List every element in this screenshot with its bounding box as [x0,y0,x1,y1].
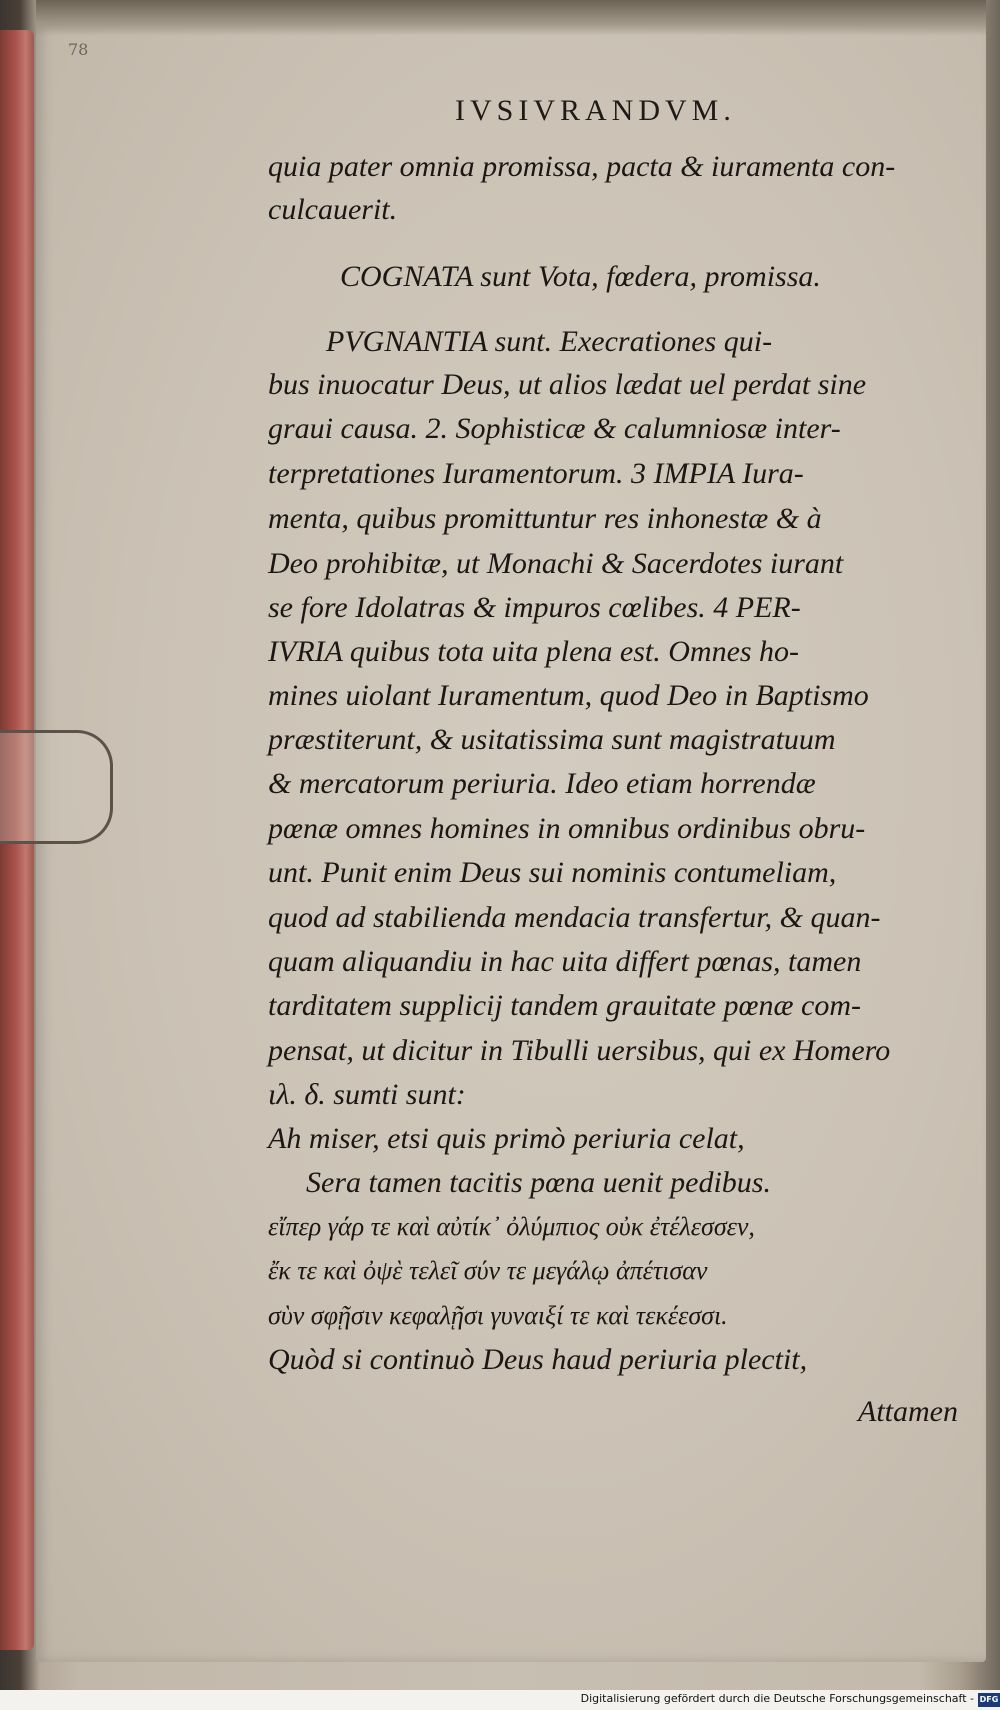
greek-line: σὺν σφῇσιν κεφαλῇσι γυναιξί τε καὶ τεκέεσσι. [268,1301,728,1330]
text-line: tarditatem supplicij tandem grauitate pœnæ com- [268,989,862,1022]
text-line: bus inuocatur Deus, ut alios lædat uel perdat sine [268,368,867,401]
footer-credit: Digitalisierung gefördert durch die Deutsche Forschungsgemeinschaft - [580,1692,974,1705]
text-line: pœnæ omnes homines in omnibus ordinibus obru- [268,812,866,845]
dfg-logo: DFG [978,1693,1000,1707]
verse-line: Ah miser, etsi quis primò periuria celat, [268,1122,745,1155]
text-line: menta, quibus promittuntur res inhonestæ & à [268,502,822,535]
text-line: quia pater omnia promissa, pacta & iuramenta con- [268,150,896,183]
text-line-pugnantia: PVGNANTIA sunt. Execrationes qui- [326,325,773,358]
page-number: 78 [68,40,89,59]
catchword: Attamen [858,1395,958,1428]
text-line: IVRIA quibus tota uita plena est. Omnes ho- [268,635,800,668]
running-header: IVSIVRANDVM. [455,94,736,127]
text-line: graui causa. 2. Sophisticæ & calumniosæ inter- [268,412,841,445]
text-line: Deo prohibitæ, ut Monachi & Sacerdotes iurant [268,547,844,580]
page-clip [0,730,113,844]
text-line: quam aliquandiu in hac uita differt pœnas, tamen [268,945,862,978]
text-line: præstiterunt, & usitatissima sunt magistratuum [268,723,836,756]
text-line: terpretationes Iuramentorum. 3 IMPIA Iura- [268,457,804,490]
text-line: culcauerit. [268,193,398,226]
text-line: pensat, ut dicitur in Tibulli uersibus, qui ex Homero [268,1034,891,1067]
page-top-shadow [36,0,986,36]
text-line: ιλ. δ. sumti sunt: [268,1078,466,1111]
footer-bar [0,1690,1000,1710]
verse-line: Sera tamen tacitis pœna uenit pedibus. [306,1166,771,1199]
greek-line: εἴπερ γάρ τε καὶ αὐτίκ᾽ ὀλύμπιος οὐκ ἐτέλεσσεν, [268,1212,755,1241]
text-line: quod ad stabilienda mendacia transfertur, & quan- [268,901,881,934]
text-line: & mercatorum periuria. Ideo etiam horrendæ [268,767,816,800]
text-line-cognata: COGNATA sunt Vota, fœdera, promissa. [340,260,821,293]
text-line: mines uiolant Iuramentum, quod Deo in Baptismo [268,679,869,712]
verse-line: Quòd si continuò Deus haud periuria plectit, [268,1343,808,1376]
text-line: se fore Idolatras & impuros cœlibes. 4 PER- [268,591,801,624]
greek-line: ἔκ τε καὶ ὀψὲ τελεῖ σύν τε μεγάλῳ ἀπέτισαν [268,1256,708,1285]
text-line: unt. Punit enim Deus sui nominis contumeliam, [268,856,837,889]
